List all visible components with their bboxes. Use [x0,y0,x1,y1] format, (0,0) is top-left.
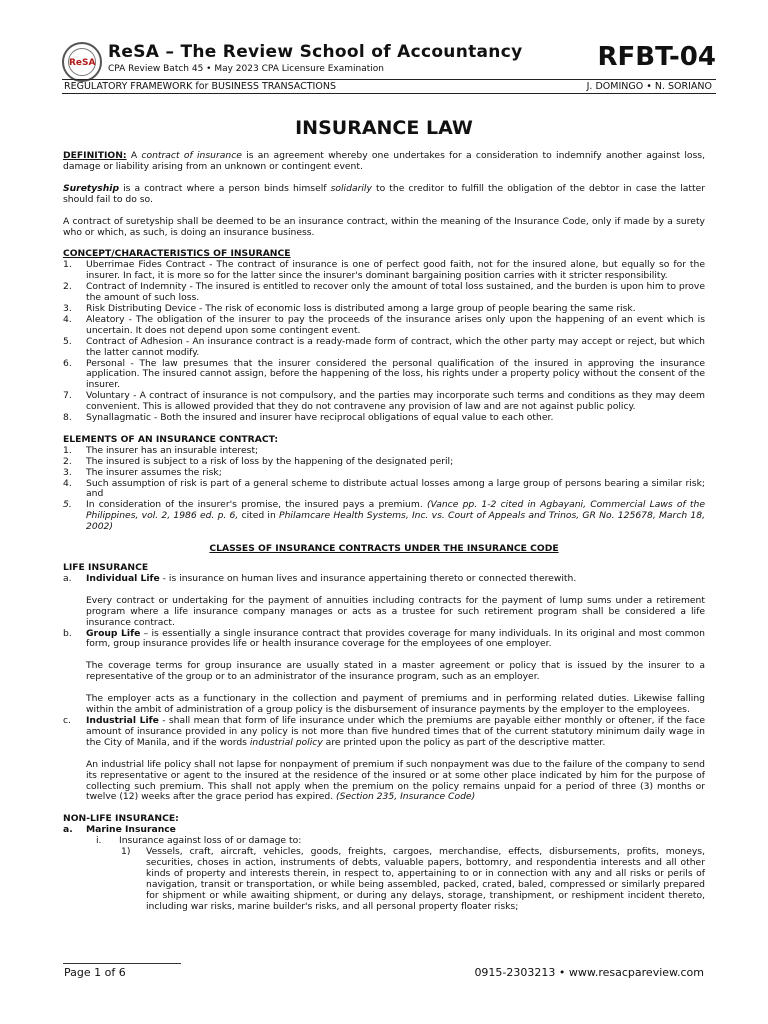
group-life-paragraph-2: The employer acts as a functionary in the collection and payment of premiums and in performing related duties. Likewise falling within the ambit of administration of a group policy is the disbursement of insurance payments by the employer to the employees. [86,693,705,716]
definition-label: DEFINITION: [63,150,127,161]
list-item: 8. Synallagmatic - Both the insured and insurer have reciprocal obligations of equal value to each other. [63,412,554,424]
classes-heading: CLASSES OF INSURANCE CONTRACTS UNDER THE INSURANCE CODE [209,543,559,555]
list-item: b. Group Life – is essentially a single insurance contract that provides coverage for many individuals. In its original and most common form, group insurance provides life or health insurance coverage for the employees of one employer. [63,627,705,650]
group-life-paragraph-1: The coverage terms for group insurance are usually stated in a master agreement or policy that is issued by the insurer to a representative of the group or to an administrator of the insurance program, such as an employer. [86,660,705,683]
list-item: 1) Vessels, craft, aircraft, vehicles, goods, freights, cargoes, merchandise, effects, disbursements, profits, moneys, securities, choses in action, instruments of debts, valuable papers, bottomry, and respondentia interests and all other kinds of property and interests therein, in respect to, appertaining to or in connection with any and all risks or perils of navigation, transit or transportation, or while being assembled, packed, crated, baled, compressed or similarly prepared for shipment or while awaiting shipment, or during any delays, storage, transhipment, or reshipment incident thereto, including war risks, marine builder's risks, and all personal property floater risks; [121,846,705,912]
list-item: i. Insurance against loss of or damage to: [96,835,302,847]
resa-logo [62,42,102,82]
elements-heading: ELEMENTS OF AN INSURANCE CONTRACT: [63,433,279,445]
individual-life-paragraph: Every contract or undertaking for the payment of annuities including contracts for the payment of lump sums under a retirement program where a life insurance company manages or acts as a trustee for such retirement program shall be considered a life insurance contract. [86,594,705,628]
footer-rule [63,963,181,964]
list-item: 2. The insured is subject to a risk of loss by the happening of the designated peril; [63,455,454,467]
list-item: 3. Risk Distributing Device - The risk of economic loss is distributed among a large group of people bearing the same risk. [63,302,636,314]
logo-text: ReSA [68,48,96,76]
list-item: 5. In consideration of the insurer's promise, the insured pays a premium. (Vance pp. 1-2 cited in Agbayani, Commercial Laws of the Philippines, vol. 2, 1986 ed. p. 6, cited in Philamcare Health Systems, Inc. vs. Court of Appeals and Trinos, GR No. 125678, March 18, 2002) [63,499,706,533]
list-item: 1. Uberrimae Fides Contract - The contract of insurance is one of perfect good faith, not for the insured alone, but equally so for the insurer. In fact, it is more so for the latter since the insurer's dominant bargaining position carries with it stricter responsibility. [63,259,705,282]
citation: Philamcare Health Systems, Inc. vs. Court of Appeals and Trinos, GR No. 125678, March 18, 2002) [86,510,706,533]
list-item: 4. Such assumption of risk is part of a general scheme to distribute actual losses among a large group of persons bearing a similar risk; and [63,477,705,500]
list-item: 3. The insurer assumes the risk; [63,466,222,478]
org-subtitle: CPA Review Batch 45 • May 2023 CPA Licensure Examination [108,64,384,74]
elements-list [63,446,705,533]
org-name: ReSA – The Review School of Accountancy [108,42,523,62]
life-insurance-heading: LIFE INSURANCE [63,562,149,573]
list-item: 1. The insurer has an insurable interest; [63,444,259,456]
page-title: INSURANCE LAW [295,117,473,139]
page-number: Page 1 of 6 [64,966,126,979]
list-item: c. Industrial Life - shall mean that form of life insurance under which the premiums are payable either monthly or oftener, if the face amount of insurance provided in any policy is not more than five hundred times that of the current statutory minimum daily wage in the City of Manila, and if the words industrial policy are printed upon the policy as part of the descriptive matter. [63,714,705,748]
list-item: 5. Contract of Adhesion - An insurance contract is a ready-made form of contract, which the other party may accept or reject, but which the latter cannot modify. [63,335,705,358]
authors: J. DOMINGO • N. SORIANO [586,81,712,92]
suretyship-insurance-paragraph: A contract of suretyship shall be deemed to be an insurance contract, within the meaning of the Insurance Code, only if made by a surety who or which, as such, is doing an insurance business. [63,215,705,238]
list-item: 7. Voluntary - A contract of insurance is not compulsory, and the parties may incorporate such terms and conditions as they may deem convenient. This is allowed provided that they do not contravene any provision of law and are not against public policy. [63,390,705,413]
header-rule-top [62,79,716,80]
document-code: RFBT-04 [597,42,716,72]
citation: (Vance pp. 1-2 cited in Agbayani, Commercial Laws of the Philippines, vol. 2, 1986 ed. p. 6, [86,499,705,522]
citation: (Section 235, Insurance Code) [336,791,476,803]
header-rule-bottom [62,93,716,94]
definition-term: contract of insurance [141,150,242,161]
list-item: 4. Aleatory - The obligation of the insurer to pay the proceeds of the insurance arises only upon the happening of an event which is uncertain. It does not depend upon some contingent event. [63,313,705,336]
non-life-heading: NON-LIFE INSURANCE: [63,813,179,825]
document-body [63,151,705,912]
definition-paragraph: DEFINITION: A contract of insurance is an agreement whereby one undertakes for a consideration to indemnify another against loss, damage or liability arising from an unknown or contingent event. [63,150,705,172]
industrial-life-paragraph: An industrial life policy shall not lapse for nonpayment of premium if such nonpayment was due to the failure of the company to send its representative or agent to the insured at the residence of the insured or at some other place indicated by him for the purpose of collecting such premium. This shall not apply when the premium on the policy remains unpaid for a period of three (3) months or twelve (12) weeks after the grace period has expired. (Section 235, Insurance Code) [86,758,705,803]
list-item: a. Marine Insurance [63,824,176,836]
subject-title: REGULATORY FRAMEWORK for BUSINESS TRANSACTIONS [64,81,336,92]
suretyship-paragraph: Suretyship is a contract where a person binds himself solidarily to the creditor to fulfill the obligation of the debtor in case the latter should fail to do so. [63,182,705,205]
list-item: 2. Contract of Indemnity - The insured is entitled to recover only the amount of total loss sustained, and the burden is upon him to prove the amount of such loss. [63,281,705,304]
suretyship-term: Suretyship [63,182,120,194]
contact-info: 0915-2303213 • www.resacpareview.com [474,966,704,979]
list-item: 6. Personal - The law presumes that the insurer considered the personal qualification of the insured in approving the insurance application. The insured cannot assign, before the happening of the loss, his rights under a property policy without the consent of the insurer. [63,357,705,391]
concept-heading: CONCEPT/CHARACTERISTICS OF INSURANCE [63,248,291,260]
concept-list [63,260,705,424]
list-item: a. Individual Life - is insurance on human lives and insurance appertaining thereto or connected therewith. [63,572,577,584]
